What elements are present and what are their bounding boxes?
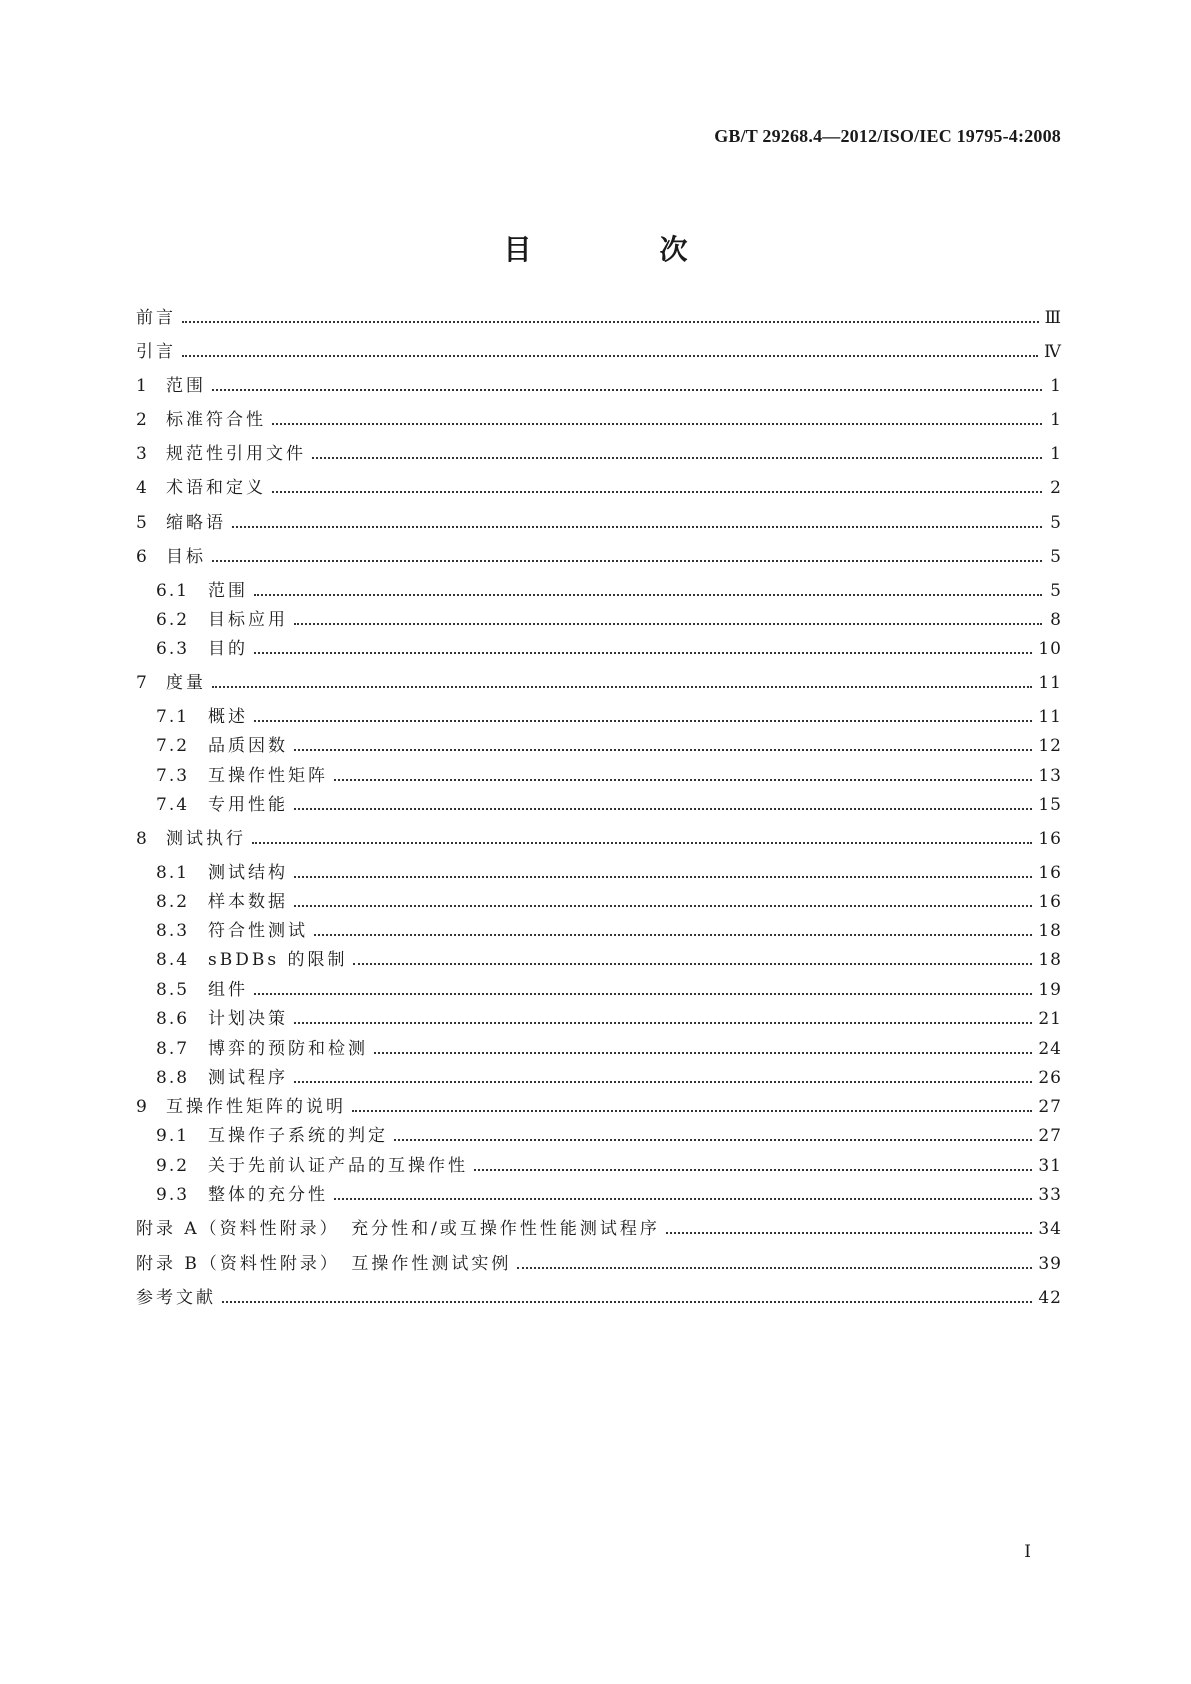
toc-dot-leader <box>334 1198 1032 1200</box>
toc-dot-leader <box>252 842 1032 844</box>
toc-entry-label: 缩略语 <box>166 513 226 533</box>
toc-entry-page: 34 <box>1038 1219 1062 1239</box>
toc-entry-number: 8.4 <box>156 950 190 970</box>
toc-entry[interactable] <box>136 827 1062 851</box>
toc-entry-page: 10 <box>1038 639 1062 659</box>
toc-entry[interactable] <box>136 1095 1062 1119</box>
toc-entry-page: 11 <box>1038 707 1062 727</box>
toc-entry-label: 引言 <box>136 342 176 362</box>
toc-entry[interactable] <box>136 306 1062 330</box>
toc-entry-number: 8.3 <box>156 921 190 941</box>
toc-dot-leader <box>294 1081 1032 1083</box>
toc-entry-number: 8.1 <box>156 863 190 883</box>
toc-entry-label: 附录 A（资料性附录） 充分性和/或互操作性性能测试程序 <box>136 1219 660 1239</box>
toc-entry[interactable] <box>156 637 1062 661</box>
toc-entry-page: 12 <box>1038 736 1062 756</box>
toc-dot-leader <box>294 1022 1032 1024</box>
toc-dot-leader <box>212 389 1042 391</box>
toc-entry-number: 9.2 <box>156 1156 190 1176</box>
toc-entry-number: 8.6 <box>156 1009 190 1029</box>
toc-entry-label: 前言 <box>136 308 176 328</box>
toc-entry-number: 9.3 <box>156 1185 190 1205</box>
toc-dot-leader <box>334 779 1032 781</box>
toc-entry-page: 1 <box>1050 410 1062 430</box>
toc-entry-page: Ⅲ <box>1044 308 1062 328</box>
toc-entry-page: 15 <box>1038 795 1062 815</box>
toc-entry-page: 21 <box>1038 1009 1062 1029</box>
toc-entry[interactable] <box>156 919 1062 943</box>
toc-entry[interactable] <box>156 1124 1062 1148</box>
toc-entry-page: 16 <box>1038 892 1062 912</box>
toc-dot-leader <box>517 1267 1032 1269</box>
toc-entry-number: 8.7 <box>156 1039 190 1059</box>
toc-entry-page: 1 <box>1050 376 1062 396</box>
toc-entry-number: 6.3 <box>156 639 190 659</box>
toc-entry-page: 16 <box>1038 863 1062 883</box>
toc-entry-number: 9.1 <box>156 1126 190 1146</box>
toc-entry-label: 目标 <box>166 547 206 567</box>
toc-entry[interactable] <box>136 374 1062 398</box>
toc-entry[interactable] <box>156 948 1062 972</box>
toc-entry[interactable] <box>156 764 1062 788</box>
toc-entry-page: 27 <box>1038 1126 1062 1146</box>
toc-entry-page: 11 <box>1038 673 1062 693</box>
toc-dot-leader <box>212 560 1042 562</box>
toc-entry-label: sBDBs 的限制 <box>208 950 348 970</box>
toc-entry-label: 组件 <box>208 980 248 1000</box>
toc-entry-number: 8.5 <box>156 980 190 1000</box>
toc-entry-page: 1 <box>1050 444 1062 464</box>
toc-entry-number: 6 <box>136 547 149 567</box>
toc-entry[interactable] <box>156 1037 1062 1061</box>
toc-dot-leader <box>353 963 1032 965</box>
toc-dot-leader <box>272 423 1042 425</box>
toc-entry-number: 7.3 <box>156 766 190 786</box>
toc-dot-leader <box>294 749 1032 751</box>
toc-entry[interactable] <box>136 1286 1062 1310</box>
toc-entry[interactable] <box>156 890 1062 914</box>
toc-entry-label: 度量 <box>166 673 206 693</box>
toc-entry[interactable] <box>136 340 1062 364</box>
toc-entry[interactable] <box>156 1066 1062 1090</box>
toc-entry-label: 整体的充分性 <box>208 1185 328 1205</box>
toc-dot-leader <box>352 1110 1032 1112</box>
toc-dot-leader <box>182 321 1039 323</box>
toc-entry-number: 7.1 <box>156 707 190 727</box>
toc-dot-leader <box>394 1139 1032 1141</box>
toc-entry[interactable] <box>156 734 1062 758</box>
toc-entry-page: 18 <box>1038 921 1062 941</box>
toc-entry-label: 附录 B（资料性附录） 互操作性测试实例 <box>136 1254 512 1274</box>
toc-entry-number: 6.2 <box>156 610 190 630</box>
toc-dot-leader <box>314 934 1032 936</box>
toc-entry[interactable] <box>156 579 1062 603</box>
toc-entry-number: 7.4 <box>156 795 190 815</box>
toc-entry[interactable] <box>136 408 1062 432</box>
toc-entry-page: 39 <box>1038 1254 1062 1274</box>
toc-entry[interactable] <box>136 1217 1062 1241</box>
toc-entry-label: 样本数据 <box>208 892 288 912</box>
toc-entry-number: 1 <box>136 376 149 396</box>
toc-entry-number: 2 <box>136 410 149 430</box>
toc-entry-number: 8.8 <box>156 1068 190 1088</box>
toc-entry[interactable] <box>156 861 1062 885</box>
toc-entry[interactable] <box>156 1154 1062 1178</box>
toc-entry-label: 规范性引用文件 <box>166 444 306 464</box>
toc-entry-label: 符合性测试 <box>208 921 308 941</box>
toc-entry-label: 计划决策 <box>208 1009 288 1029</box>
toc-entry-label: 测试结构 <box>208 863 288 883</box>
toc-entry[interactable] <box>156 705 1062 729</box>
toc-entry-number: 7.2 <box>156 736 190 756</box>
toc-dot-leader <box>294 876 1032 878</box>
toc-entry[interactable] <box>136 545 1062 569</box>
toc-entry-label: 标准符合性 <box>166 410 266 430</box>
toc-entry-label: 互操作性矩阵的说明 <box>166 1097 346 1117</box>
toc-entry-label: 目标应用 <box>208 610 288 630</box>
toc-entry-page: 5 <box>1050 581 1062 601</box>
toc-entry-page: Ⅳ <box>1044 342 1062 362</box>
toc-entry-label: 互操作性矩阵 <box>208 766 328 786</box>
toc-dot-leader <box>232 526 1042 528</box>
page-number: I <box>1024 1542 1031 1562</box>
toc-dot-leader <box>222 1301 1032 1303</box>
toc-entry[interactable] <box>156 1183 1062 1207</box>
toc-entry-number: 9 <box>136 1097 149 1117</box>
toc-entry-page: 2 <box>1050 478 1062 498</box>
toc-entry-page: 31 <box>1038 1156 1062 1176</box>
toc-dot-leader <box>254 720 1032 722</box>
toc-dot-leader <box>474 1169 1032 1171</box>
toc-entry[interactable] <box>136 442 1062 466</box>
toc-dot-leader <box>272 491 1042 493</box>
toc-dot-leader <box>254 594 1042 596</box>
toc-entry[interactable] <box>136 671 1062 695</box>
toc-dot-leader <box>294 623 1042 625</box>
toc-entry-page: 8 <box>1050 610 1062 630</box>
toc-entry-number: 6.1 <box>156 581 190 601</box>
toc-entry-label: 目的 <box>208 639 248 659</box>
toc-dot-leader <box>374 1052 1032 1054</box>
toc-entry-page: 5 <box>1050 513 1062 533</box>
toc-entry-page: 13 <box>1038 766 1062 786</box>
toc-entry[interactable] <box>156 793 1062 817</box>
toc-entry-number: 5 <box>136 513 149 533</box>
toc-dot-leader <box>312 457 1042 459</box>
toc-dot-leader <box>212 686 1032 688</box>
toc-dot-leader <box>254 993 1032 995</box>
toc-entry-label: 测试程序 <box>208 1068 288 1088</box>
toc-entry-page: 16 <box>1038 829 1062 849</box>
toc-entry-page: 42 <box>1038 1288 1062 1308</box>
toc-entry[interactable] <box>156 978 1062 1002</box>
standard-code: GB/T 29268.4—2012/ISO/IEC 19795-4:2008 <box>714 126 1061 146</box>
toc-entry-label: 范围 <box>208 581 248 601</box>
toc-entry-number: 7 <box>136 673 149 693</box>
toc-entry-page: 5 <box>1050 547 1062 567</box>
toc-dot-leader <box>182 355 1038 357</box>
toc-entry-number: 8 <box>136 829 149 849</box>
toc-entry-number: 3 <box>136 444 149 464</box>
toc-entry-label: 互操作子系统的判定 <box>208 1126 388 1146</box>
toc-entry[interactable] <box>156 1007 1062 1031</box>
toc-entry-page: 24 <box>1038 1039 1062 1059</box>
toc-dot-leader <box>294 808 1032 810</box>
toc-entry-label: 范围 <box>166 376 206 396</box>
toc-entry-page: 33 <box>1038 1185 1062 1205</box>
toc-entry[interactable] <box>136 511 1062 535</box>
toc-entry-label: 专用性能 <box>208 795 288 815</box>
toc-entry-label: 关于先前认证产品的互操作性 <box>208 1156 468 1176</box>
toc-entry-label: 品质因数 <box>208 736 288 756</box>
toc-entry-label: 参考文献 <box>136 1288 216 1308</box>
toc-entry-label: 博弈的预防和检测 <box>208 1039 368 1059</box>
toc-entry-label: 术语和定义 <box>166 478 266 498</box>
toc-entry-number: 4 <box>136 478 149 498</box>
toc-entry[interactable] <box>156 608 1062 632</box>
toc-entry[interactable] <box>136 1252 1062 1276</box>
toc-dot-leader <box>666 1232 1032 1234</box>
toc-entry-page: 27 <box>1038 1097 1062 1117</box>
toc-entry-page: 26 <box>1038 1068 1062 1088</box>
toc-entry[interactable] <box>136 476 1062 500</box>
toc-entry-label: 测试执行 <box>166 829 246 849</box>
toc-entry-page: 19 <box>1038 980 1062 1000</box>
toc-entry-page: 18 <box>1038 950 1062 970</box>
toc-dot-leader <box>254 652 1032 654</box>
toc-dot-leader <box>294 905 1032 907</box>
page-title: 目 次 <box>503 233 738 266</box>
toc-entry-number: 8.2 <box>156 892 190 912</box>
toc-entry-label: 概述 <box>208 707 248 727</box>
